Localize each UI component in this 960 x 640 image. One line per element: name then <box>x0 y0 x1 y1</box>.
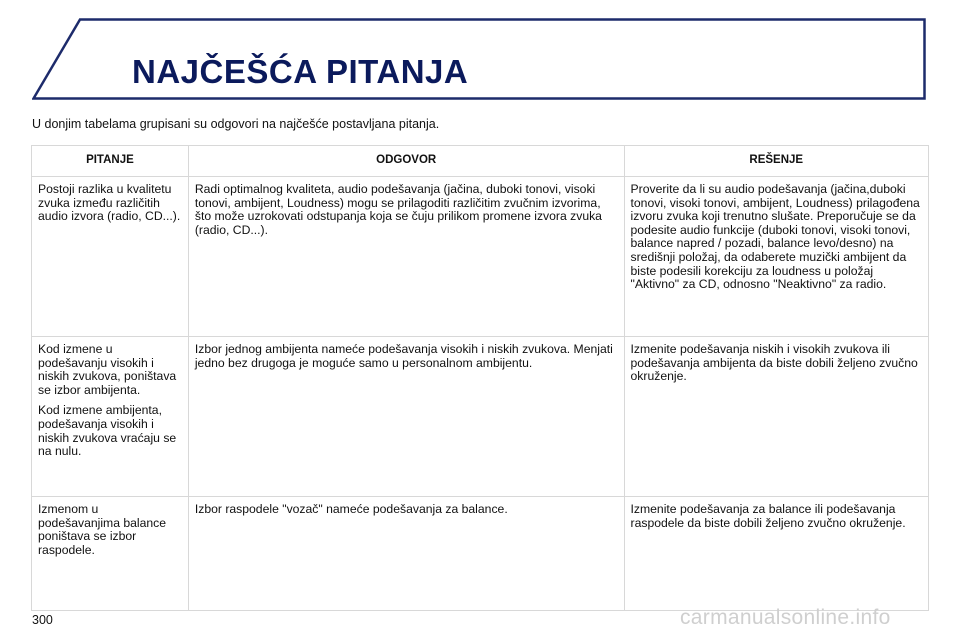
header-answer: ODGOVOR <box>188 146 624 177</box>
header-question: PITANJE <box>32 146 189 177</box>
watermark: carmanualsonline.info <box>680 606 891 629</box>
solution-cell: Izmenite podešavanja za balance ili podešavanja raspodele da biste dobili željeno zvučno okruženje. <box>624 497 928 611</box>
question-text: Izmenom u podešavanjima balance poništava se izbor raspodele. <box>38 502 167 557</box>
table-header-row <box>32 146 929 177</box>
solution-cell: Izmenite podešavanja niskih i visokih zvukova ili podešavanja ambijenta da biste dobili željeno zvučno okruženje. <box>624 337 928 497</box>
faq-table <box>31 145 929 611</box>
question-cell <box>32 497 189 611</box>
header-solution: REŠENJE <box>624 146 928 177</box>
question-text: Kod izmene u podešavanju visokih i niskih zvukova, poništava se izbor ambijenta. <box>38 342 177 397</box>
page-number: 300 <box>32 613 53 627</box>
answer-cell: Izbor raspodele "vozač" nameće podešavanja za balance. <box>188 497 624 611</box>
page-title: NAJČEŠĆA PITANJA <box>132 53 469 90</box>
table-row <box>32 497 929 611</box>
title-banner <box>32 18 926 100</box>
answer-cell: Izbor jednog ambijenta nameće podešavanja visokih i niskih zvukova. Menjati jedno bez drugoga je moguće samo u personalnom ambijentu. <box>188 337 624 497</box>
solution-cell: Proverite da li su audio podešavanja (jačina,duboki tonovi, visoki tonovi, ambijent, Loudness) prilagođena izvoru zvuka koji trenutno slušate. Preporučuje se da podesite audio funkcije (duboki tonovi, visoki tonovi, balance napred / pozadi, balance levo/desno) na središnji položaj, da odaberete muzički ambijent da biste podesili korekciju za loudness u položaj "Aktivno" za CD, odnosno "Neaktivno" za radio. <box>624 177 928 337</box>
table-row <box>32 337 929 497</box>
table-row <box>32 177 929 337</box>
question-cell <box>32 337 189 497</box>
intro-text: U donjim tabelama grupisani su odgovori na najčešće postavljana pitanja. <box>32 117 440 131</box>
question-cell <box>32 177 189 337</box>
question-text: Kod izmene ambijenta, podešavanja visokih i niskih zvukova vraćaju se na nulu. <box>38 403 177 459</box>
question-text: Postoji razlika u kvalitetu zvuka između različitih audio izvora (radio, CD...). <box>38 182 181 224</box>
answer-cell: Radi optimalnog kvaliteta, audio podešavanja (jačina, duboki tonovi, visoki tonovi, ambijent, Loudness) mogu se prilagoditi različitim zvučnim izvorima, što može uzrokovati odstupanja koja se čuju prilikom promene izvora zvuka (radio, CD...). <box>188 177 624 337</box>
